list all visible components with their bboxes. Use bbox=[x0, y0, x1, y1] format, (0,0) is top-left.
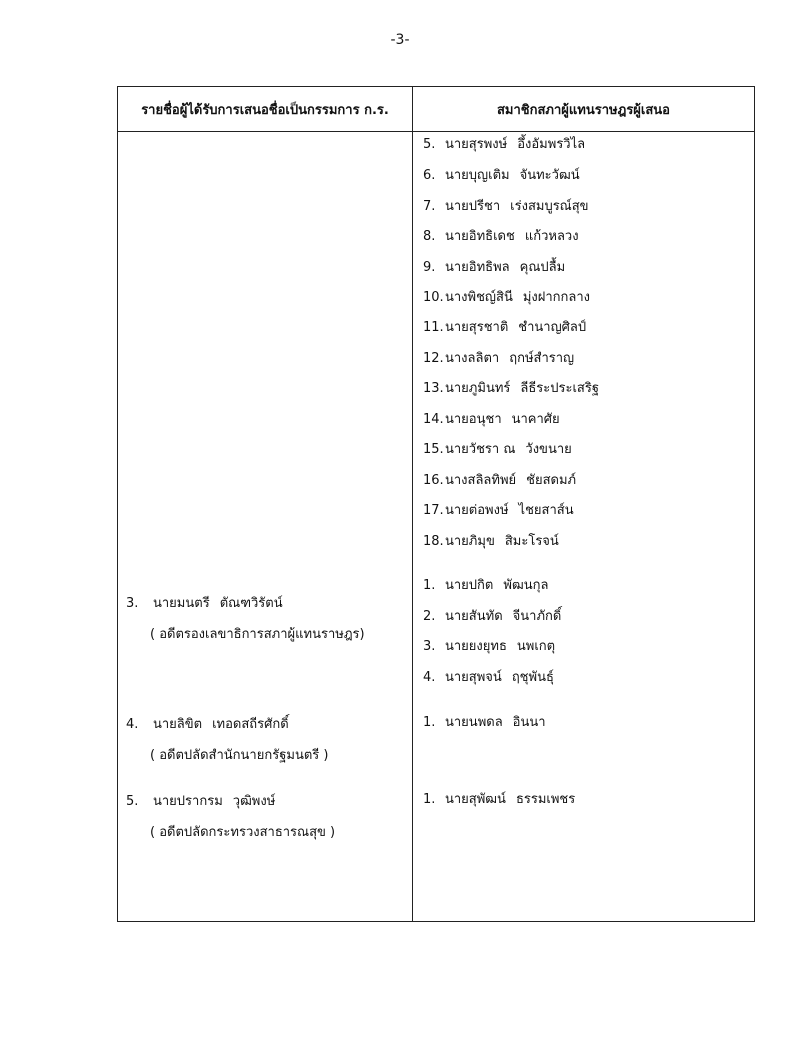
nominee-name: 5. นายปรากรม วุฒิพงษ์ bbox=[126, 794, 276, 809]
list-item: 18.นายภิมุข สิมะโรจน์ bbox=[423, 534, 559, 549]
page-number: -3- bbox=[390, 32, 410, 48]
list-item: 4. นายสุพจน์ ฤชุพันธุ์ bbox=[423, 670, 554, 685]
list-item: 9. นายอิทธิพล คุณปลื้ม bbox=[423, 260, 566, 275]
list-item: 11.นายสุรชาติ ชำนาญศิลป์ bbox=[423, 320, 587, 335]
list-item: 5. นายสุรพงษ์ อึ้งอัมพรวิไล bbox=[423, 137, 586, 152]
nominee-note: ( อดีตรองเลขาธิการสภาผู้แทนราษฎร) bbox=[150, 627, 365, 642]
header-nominees: รายชื่อผู้ได้รับการเสนอชื่อเป็นกรรมการ ก.ร. bbox=[141, 102, 389, 118]
list-item: 14.นายอนุชา นาคาศัย bbox=[423, 412, 560, 427]
list-item: 17.นายต่อพงษ์ ไชยสาส์น bbox=[423, 503, 574, 518]
header-proposers: สมาชิกสภาผู้แทนราษฎรผู้เสนอ bbox=[496, 102, 670, 118]
list-item: 3. นายยงยุทธ นพเกตุ bbox=[423, 639, 556, 654]
nominee-name: 4. นายลิขิต เทอดสถีรศักดิ์ bbox=[126, 717, 289, 732]
list-item: 8. นายอิทธิเดช แก้วหลวง bbox=[423, 229, 579, 244]
nominee-name: 3. นายมนตรี ตัณฑวิรัตน์ bbox=[126, 596, 283, 611]
list-item: 1. นายนพดล อินนา bbox=[423, 715, 546, 730]
list-item: 7. นายปรีชา เร่งสมบูรณ์สุข bbox=[423, 199, 589, 214]
list-item: 16.นางสลิลทิพย์ ชัยสดมภ์ bbox=[423, 473, 577, 488]
list-item: 1. นายปกิต พัฒนกุล bbox=[423, 578, 549, 593]
list-item: 15.นายวัชรา ณ วังขนาย bbox=[423, 442, 572, 457]
nominee-table bbox=[117, 86, 755, 922]
list-item: 12.นางลลิตา ฤกษ์สำราญ bbox=[423, 351, 575, 366]
list-item: 6. นายบุญเติม จันทะวัฒน์ bbox=[423, 168, 580, 183]
nominee-note: ( อดีตปลัดสำนักนายกรัฐมนตรี ) bbox=[150, 748, 329, 763]
list-item: 10.นางพิชญ์สินี มุ่งฝากกลาง bbox=[423, 290, 591, 305]
nominee-note: ( อดีตปลัดกระทรวงสาธารณสุข ) bbox=[150, 825, 336, 840]
list-item: 1. นายสุพัฒน์ ธรรมเพชร bbox=[423, 792, 576, 807]
list-item: 2. นายสันทัด จีนาภักดิ์ bbox=[423, 609, 562, 624]
list-item: 13.นายภูมินทร์ ลีธีระประเสริฐ bbox=[423, 381, 600, 396]
column-divider bbox=[412, 87, 413, 921]
